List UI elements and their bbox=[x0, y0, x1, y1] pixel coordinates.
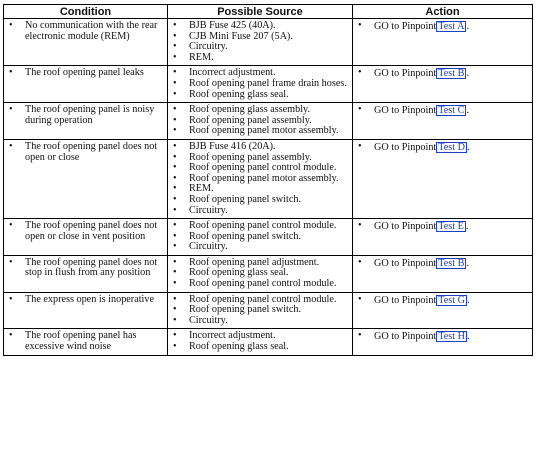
condition-cell bbox=[4, 66, 168, 103]
possible-source-cell bbox=[168, 329, 353, 355]
possible-source-item: • Roof opening panel switch. bbox=[171, 195, 349, 206]
possible-source-cell bbox=[168, 219, 353, 256]
condition-list bbox=[7, 105, 164, 126]
pinpoint-test-link[interactable]: Test A bbox=[438, 21, 465, 32]
action-text: GO to Pinpoint bbox=[374, 221, 437, 233]
action-text: GO to Pinpoint bbox=[374, 294, 437, 306]
possible-source-item: • Roof opening glass assembly. bbox=[171, 105, 349, 116]
condition-cell bbox=[4, 329, 168, 355]
possible-source-item: • Roof opening glass seal. bbox=[171, 268, 349, 279]
condition-cell bbox=[4, 19, 168, 66]
possible-source-item: • CJB Mini Fuse 207 (5A). bbox=[171, 32, 349, 43]
action-item bbox=[356, 258, 529, 270]
table-row bbox=[4, 66, 533, 103]
condition-text: • The roof opening panel does not open or close bbox=[7, 142, 164, 163]
possible-source-cell bbox=[168, 66, 353, 103]
action-text: GO to Pinpoint bbox=[374, 257, 437, 269]
action-period: . bbox=[466, 68, 469, 80]
condition-text: • The roof opening panel leaks bbox=[7, 68, 164, 79]
possible-source-list bbox=[171, 221, 349, 253]
action-list bbox=[356, 221, 529, 233]
table-row bbox=[4, 219, 533, 256]
possible-source-list bbox=[171, 105, 349, 137]
header-action: Action bbox=[353, 5, 533, 19]
possible-source-item: • Circuitry. bbox=[171, 42, 349, 53]
condition-list bbox=[7, 68, 164, 79]
action-cell bbox=[353, 19, 533, 66]
pinpoint-test-link[interactable]: Test H bbox=[438, 331, 465, 343]
action-period: . bbox=[467, 331, 470, 343]
condition-cell bbox=[4, 219, 168, 256]
possible-source-item: • Incorrect adjustment. bbox=[171, 68, 349, 79]
action-item bbox=[356, 68, 529, 80]
action-item bbox=[356, 142, 529, 154]
possible-source-item: • Roof opening panel assembly. bbox=[171, 153, 349, 164]
action-period: . bbox=[466, 257, 469, 269]
pinpoint-test-link[interactable]: Test C bbox=[438, 105, 465, 117]
condition-list bbox=[7, 21, 164, 42]
action-cell bbox=[353, 329, 533, 355]
action-list bbox=[356, 21, 529, 33]
possible-source-item: • Roof opening panel frame drain hoses. bbox=[171, 79, 349, 90]
possible-source-item: • Roof opening panel control module. bbox=[171, 163, 349, 174]
possible-source-item: • Roof opening glass seal. bbox=[171, 342, 349, 353]
table-row bbox=[4, 103, 533, 140]
table-row bbox=[4, 255, 533, 292]
pinpoint-test-link[interactable]: Test D bbox=[438, 141, 465, 153]
action-text: GO to Pinpoint bbox=[374, 141, 437, 153]
possible-source-item: • REM. bbox=[171, 53, 349, 64]
action-cell bbox=[353, 255, 533, 292]
header-possible-source: Possible Source bbox=[168, 5, 353, 19]
action-text: GO to Pinpoint bbox=[374, 105, 437, 117]
action-period: . bbox=[467, 294, 470, 306]
possible-source-item: • Roof opening panel control module. bbox=[171, 221, 349, 232]
possible-source-item: • Circuitry. bbox=[171, 316, 349, 327]
action-period: . bbox=[467, 141, 470, 153]
possible-source-item: • Incorrect adjustment. bbox=[171, 331, 349, 342]
pinpoint-test-link[interactable]: Test B bbox=[438, 68, 465, 80]
table-body bbox=[4, 19, 533, 356]
diagnosis-table bbox=[3, 4, 533, 356]
action-item bbox=[356, 331, 529, 343]
header-condition: Condition bbox=[4, 5, 168, 19]
action-cell bbox=[353, 103, 533, 140]
possible-source-list bbox=[171, 331, 349, 352]
possible-source-list bbox=[171, 295, 349, 327]
action-text: GO to Pinpoint bbox=[374, 21, 437, 32]
action-item bbox=[356, 295, 529, 307]
action-period: . bbox=[466, 21, 469, 32]
possible-source-item: • Roof opening glass seal. bbox=[171, 90, 349, 101]
condition-list bbox=[7, 258, 164, 279]
pinpoint-test-link[interactable]: Test G bbox=[438, 294, 465, 306]
possible-source-cell bbox=[168, 139, 353, 218]
possible-source-item: • Roof opening panel motor assembly. bbox=[171, 174, 349, 185]
possible-source-item: • Roof opening panel motor assembly. bbox=[171, 126, 349, 137]
possible-source-item: • Roof opening panel control module. bbox=[171, 295, 349, 306]
possible-source-item: • BJB Fuse 416 (20A). bbox=[171, 142, 349, 153]
condition-text: • The roof opening panel does not open or close in vent position bbox=[7, 221, 164, 242]
table-row bbox=[4, 292, 533, 329]
possible-source-cell bbox=[168, 19, 353, 66]
possible-source-item: • BJB Fuse 425 (40A). bbox=[171, 21, 349, 32]
action-period: . bbox=[466, 105, 469, 117]
pinpoint-test-link[interactable]: Test B bbox=[438, 257, 465, 269]
action-list bbox=[356, 331, 529, 343]
possible-source-list bbox=[171, 258, 349, 290]
condition-text: • The roof opening panel does not stop in flush from any position bbox=[7, 258, 164, 279]
table-row bbox=[4, 19, 533, 66]
condition-list bbox=[7, 331, 164, 352]
possible-source-cell bbox=[168, 292, 353, 329]
possible-source-item: • Roof opening panel switch. bbox=[171, 232, 349, 243]
table-row bbox=[4, 329, 533, 355]
possible-source-item: • Roof opening panel control module. bbox=[171, 279, 349, 290]
condition-cell bbox=[4, 255, 168, 292]
action-text: GO to Pinpoint bbox=[374, 68, 437, 80]
action-item bbox=[356, 221, 529, 233]
possible-source-item: • Circuitry. bbox=[171, 206, 349, 217]
action-text: GO to Pinpoint bbox=[374, 331, 437, 343]
pinpoint-test-link[interactable]: Test E bbox=[438, 221, 464, 233]
action-period: . bbox=[465, 221, 469, 233]
possible-source-item: • Circuitry. bbox=[171, 242, 349, 253]
condition-text: • The roof opening panel is noisy during operation bbox=[7, 105, 164, 126]
condition-cell bbox=[4, 292, 168, 329]
action-list bbox=[356, 142, 529, 154]
possible-source-item: • REM. bbox=[171, 184, 349, 195]
possible-source-cell bbox=[168, 255, 353, 292]
condition-list bbox=[7, 221, 164, 242]
action-cell bbox=[353, 66, 533, 103]
condition-list bbox=[7, 142, 164, 163]
action-list bbox=[356, 295, 529, 307]
action-cell bbox=[353, 292, 533, 329]
possible-source-cell bbox=[168, 103, 353, 140]
action-item bbox=[356, 105, 529, 117]
condition-text: • The roof opening panel has excessive wind noise bbox=[7, 331, 164, 352]
condition-list bbox=[7, 295, 164, 306]
possible-source-list bbox=[171, 21, 349, 63]
condition-cell bbox=[4, 139, 168, 218]
action-list bbox=[356, 68, 529, 80]
action-list bbox=[356, 105, 529, 117]
action-item bbox=[356, 21, 529, 33]
action-list bbox=[356, 258, 529, 270]
condition-text: • The express open is inoperative bbox=[7, 295, 164, 306]
table-row bbox=[4, 139, 533, 218]
condition-text: • No communication with the rear electronic module (REM) bbox=[7, 21, 164, 42]
possible-source-list bbox=[171, 68, 349, 100]
action-cell bbox=[353, 139, 533, 218]
action-cell bbox=[353, 219, 533, 256]
possible-source-list bbox=[171, 142, 349, 216]
possible-source-item: • Roof opening panel switch. bbox=[171, 305, 349, 316]
possible-source-item: • Roof opening panel assembly. bbox=[171, 116, 349, 127]
header-row bbox=[4, 5, 533, 19]
condition-cell bbox=[4, 103, 168, 140]
possible-source-item: • Roof opening panel adjustment. bbox=[171, 258, 349, 269]
